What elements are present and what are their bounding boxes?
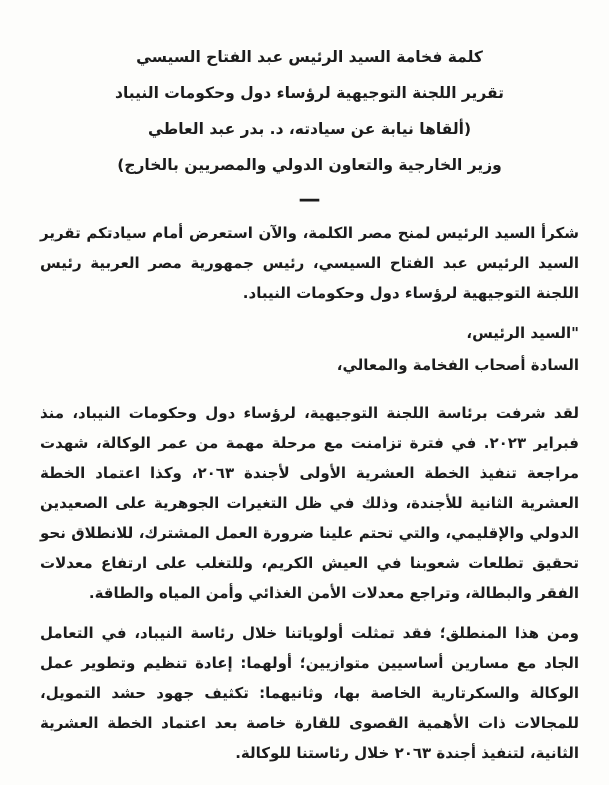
title-line-delivered-by: (ألقاها نيابة عن سيادته، د. بدر عبد العاطي — [147, 120, 472, 138]
paragraph-thanks: شكرأ السيد الرئيس لمنح مصر الكلمة، والآن استعرض أمام سيادتكم تقرير السيد الرئيس عبد الفتاح السيسي، رئيس جمهورية مصر العربية رئيس اللجنة التوجيهية لرؤساء دول وحكومات النيباد. — [40, 224, 579, 302]
title-line-report: تقرير اللجنة التوجيهية لرؤساء دول وحكومات النيباد — [115, 84, 504, 102]
document-title — [40, 46, 579, 177]
paragraph-chairmanship: لقد شرفت برئاسة اللجنة التوجيهية، لرؤساء دول وحكومات النيباد، منذ فبراير ٢٠٢٣. في فترة تزامنت مع مرحلة مهمة من عمر الوكالة، شهدت مراجعة تنفيذ الخطة العشرية الأولى لأجندة ٢٠٦٣، وكذا اعتماد الخطة العشرية الثانية للأجندة، وذلك في ظل التغيرات الجوهرية على الصعيدين الدولي والإقليمي، والتي تحتم علينا ضرورة العمل المشترك، للانطلاق نحو تحقيق تطلعات شعوبنا في العيش الكريم، وللتغلب على ارتفاع معدلات الفقر والبطالة، وتراجع معدلات الأمن الغذائي وأمن المياه والطاقة. — [40, 404, 579, 602]
paragraph-priorities: ومن هذا المنطلق؛ فقد تمثلت أولوياتنا خلال رئاسة النيباد، في التعامل الجاد مع مسارين أساسيين متوازيين؛ أولهما: إعادة تنظيم وتطوير عمل الوكالة والسكرتارية الخاصة بها، وثانيهما: تكثيف جهود حشد التمويل، للمجالات ذات الأهمية القصوى للقارة خاصة بعد اعتماد الخطة العشرية الثانية، لتنفيذ أجندة ٢٠٦٣ خلال رئاستنا للوكالة. — [40, 624, 579, 762]
salutation-president: "السيد الرئيس، — [466, 324, 579, 342]
title-line-speaker: كلمة فخامة السيد الرئيس عبد الفتاح السيسي — [136, 48, 483, 66]
separator-dash: — — [298, 187, 321, 212]
title-line-minister: وزير الخارجية والتعاون الدولي والمصريين بالخارج) — [117, 156, 502, 174]
salutation-excellencies: السادة أصحاب الفخامة والمعالي، — [336, 356, 579, 374]
